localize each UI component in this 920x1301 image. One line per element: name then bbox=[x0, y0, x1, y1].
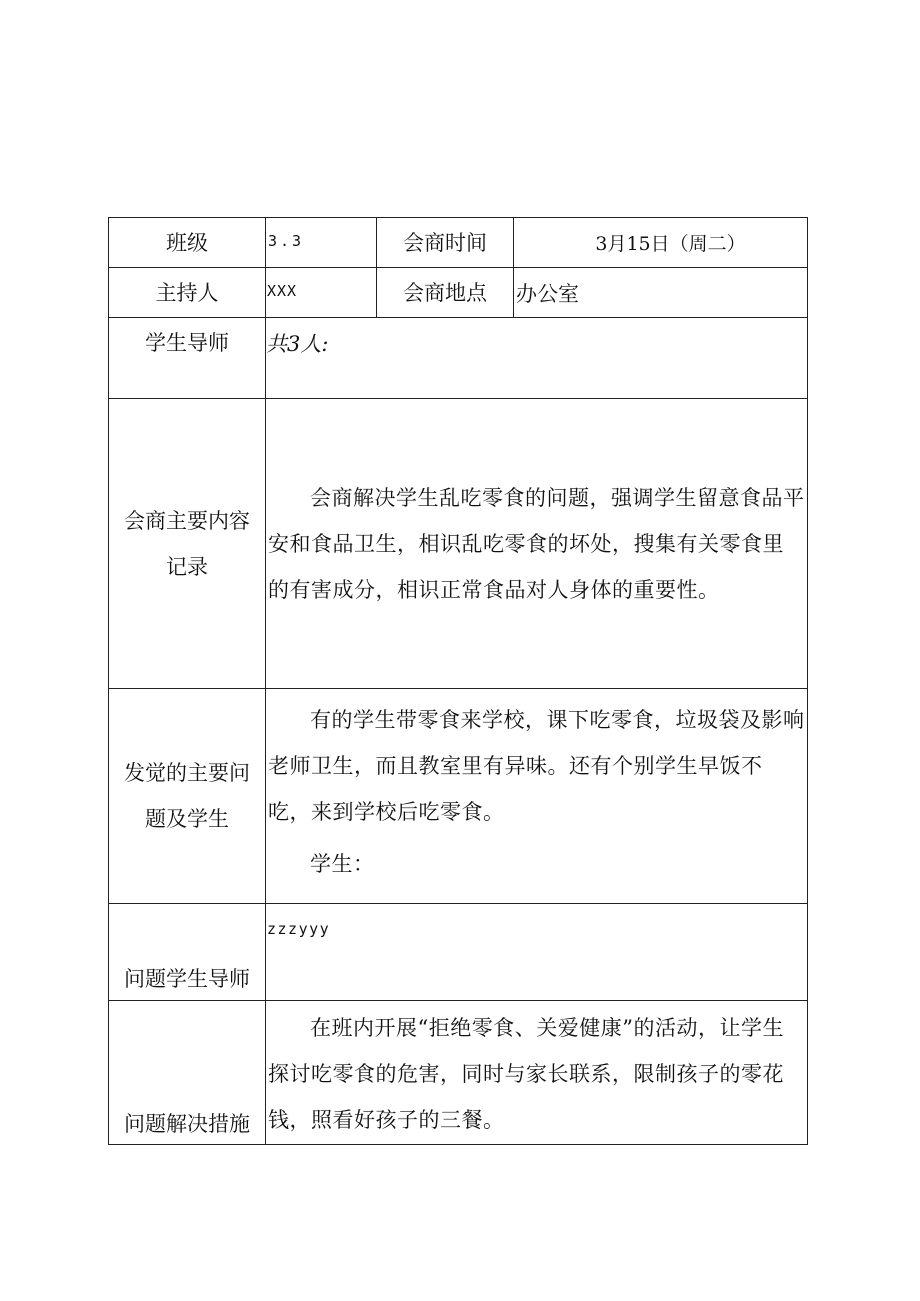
measures-cell bbox=[266, 1001, 808, 1145]
problems-students: 学生： bbox=[310, 852, 375, 876]
content-cell bbox=[266, 399, 808, 689]
host-label: 主持人 bbox=[109, 268, 266, 318]
meeting-time-value: 3月15日（周二） bbox=[595, 233, 746, 255]
row-tutors bbox=[109, 318, 808, 399]
tutors-value: 共3人: bbox=[266, 332, 329, 356]
content-label bbox=[109, 399, 266, 689]
meeting-record-table bbox=[108, 217, 808, 1145]
meeting-place-value: 办公室 bbox=[516, 281, 579, 306]
meeting-time-value-cell bbox=[514, 218, 808, 268]
row-host bbox=[109, 268, 808, 318]
row-class bbox=[109, 218, 808, 268]
class-value: 3.3 bbox=[268, 232, 305, 250]
row-measures bbox=[109, 1001, 808, 1145]
problems-label-line1: 发觉的主要问 bbox=[124, 761, 250, 785]
problems-label-line2: 题及学生 bbox=[145, 807, 229, 831]
row-problems bbox=[109, 689, 808, 904]
content-text: 会商解决学生乱吃零食的问题，强调学生留意食品平安和食品卫生，相识乱吃零食的坏处，搜集有关零食里的有害成分，相识正常食品对人身体的重要性。 bbox=[268, 485, 805, 602]
problems-text: 有的学生带零食来学校，课下吃零食，垃圾袋及影响老师卫生，而且教室里有异味。还有个别学生早饭不吃，来到学校后吃零食。 bbox=[268, 708, 805, 824]
measures-label: 问题解决措施 bbox=[109, 1001, 266, 1145]
meeting-time-label: 会商时间 bbox=[377, 218, 514, 268]
row-content bbox=[109, 399, 808, 689]
measures-text: 在班内开展“拒绝零食、关爱健康”的活动，让学生探讨吃零食的危害，同时与家长联系，限制孩子的零花钱，照看好孩子的三餐。 bbox=[268, 1016, 784, 1132]
tutors-value-cell bbox=[266, 318, 808, 399]
host-value: XXX bbox=[267, 282, 298, 300]
host-value-cell bbox=[266, 268, 377, 318]
content-label-line2: 记录 bbox=[166, 554, 208, 579]
problems-cell bbox=[266, 689, 808, 904]
meeting-place-label: 会商地点 bbox=[377, 268, 514, 318]
problems-label bbox=[109, 689, 266, 904]
tutors-label: 学生导师 bbox=[109, 318, 266, 399]
class-label: 班级 bbox=[109, 218, 266, 268]
problem-tutor-value: zzzyyy bbox=[267, 920, 331, 938]
problem-tutor-cell bbox=[266, 904, 808, 1001]
row-problem-tutor bbox=[109, 904, 808, 1001]
problem-tutor-label: 问题学生导师 bbox=[109, 904, 266, 1001]
content-label-line1: 会商主要内容 bbox=[124, 508, 250, 533]
meeting-place-value-cell bbox=[514, 268, 808, 318]
class-value-cell bbox=[266, 218, 377, 268]
